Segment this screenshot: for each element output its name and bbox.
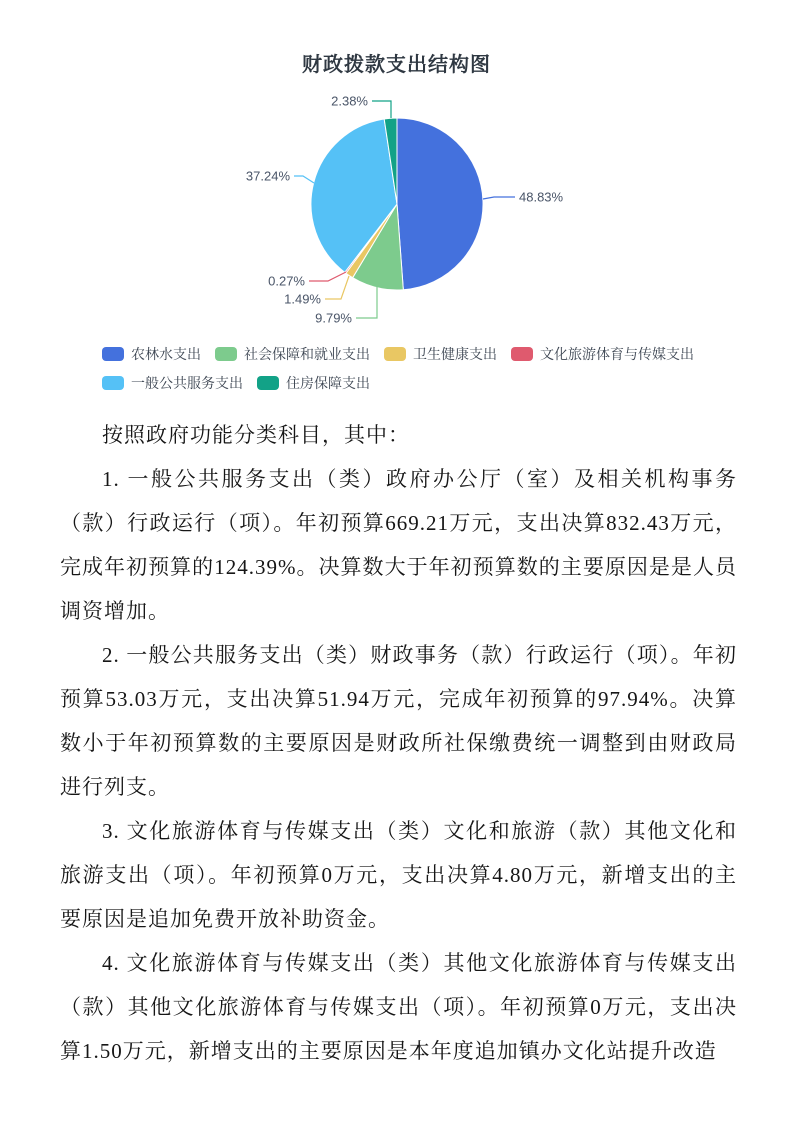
pie-chart [0,85,793,340]
pie-label-line-2 [325,276,349,299]
legend-label: 社会保障和就业支出 [244,346,370,362]
chart-title: 财政拨款支出结构图 [302,54,491,76]
pie-slice-0 [397,118,483,290]
chart-legend [102,346,722,391]
pie-label-line-1 [356,287,377,318]
legend-swatch-icon [257,376,279,390]
legend-item-1 [215,346,370,362]
legend-swatch-icon [102,376,124,390]
legend-item-2 [384,346,497,362]
document-body [0,413,793,1073]
legend-label: 文化旅游体育与传媒支出 [540,346,694,362]
legend-item-4 [102,375,243,391]
pie-label-line-4 [294,176,314,183]
pie-percent-label-4: 37.24% [245,168,290,184]
pie-percent-label-0: 48.83% [519,189,564,205]
legend-label: 住房保障支出 [286,375,370,391]
legend-item-0 [102,346,201,362]
legend-swatch-icon [102,347,124,361]
pie-label-line-3 [309,272,346,281]
legend-swatch-icon [384,347,406,361]
paragraph-4: 4. 文化旅游体育与传媒支出（类）其他文化旅游体育与传媒支出（款）其他文化旅游体育与传媒支出（项）。年初预算0万元，支出决算1.50万元，新增支出的主要原因是本年度追加镇办文化站提升改造 [60,951,737,1063]
legend-item-5 [257,375,370,391]
legend-label: 一般公共服务支出 [131,375,243,391]
pie-label-line-0 [483,197,515,199]
pie-percent-label-3: 0.27% [268,273,305,289]
legend-swatch-icon [215,347,237,361]
legend-label: 农林水支出 [131,346,201,362]
paragraph-3: 3. 文化旅游体育与传媒支出（类）文化和旅游（款）其他文化和旅游支出（项）。年初预算0万元，支出决算4.80万元，新增支出的主要原因是追加免费开放补助资金。 [60,819,737,931]
legend-swatch-icon [511,347,533,361]
pie-percent-label-5: 2.38% [331,93,368,109]
paragraph-2: 2. 一般公共服务支出（类）财政事务（款）行政运行（项）。年初预算53.03万元，支出决算51.94万元，完成年初预算的97.94%。决算数小于年初预算数的主要原因是财政所社保缴费统一调整到由财政局进行列支。 [60,643,737,799]
legend-label: 卫生健康支出 [413,346,497,362]
paragraph-0: 按照政府功能分类科目，其中： [102,423,410,447]
pie-percent-label-2: 1.49% [284,291,321,307]
legend-item-3 [511,346,694,362]
pie-label-line-5 [372,101,391,118]
paragraph-1: 1. 一般公共服务支出（类）政府办公厅（室）及相关机构事务（款）行政运行（项）。年初预算669.21万元，支出决算832.43万元，完成年初预算的124.39%。决算数大于年初预算数的主要原因是是人员调资增加。 [60,467,737,623]
pie-percent-label-1: 9.79% [315,310,352,326]
